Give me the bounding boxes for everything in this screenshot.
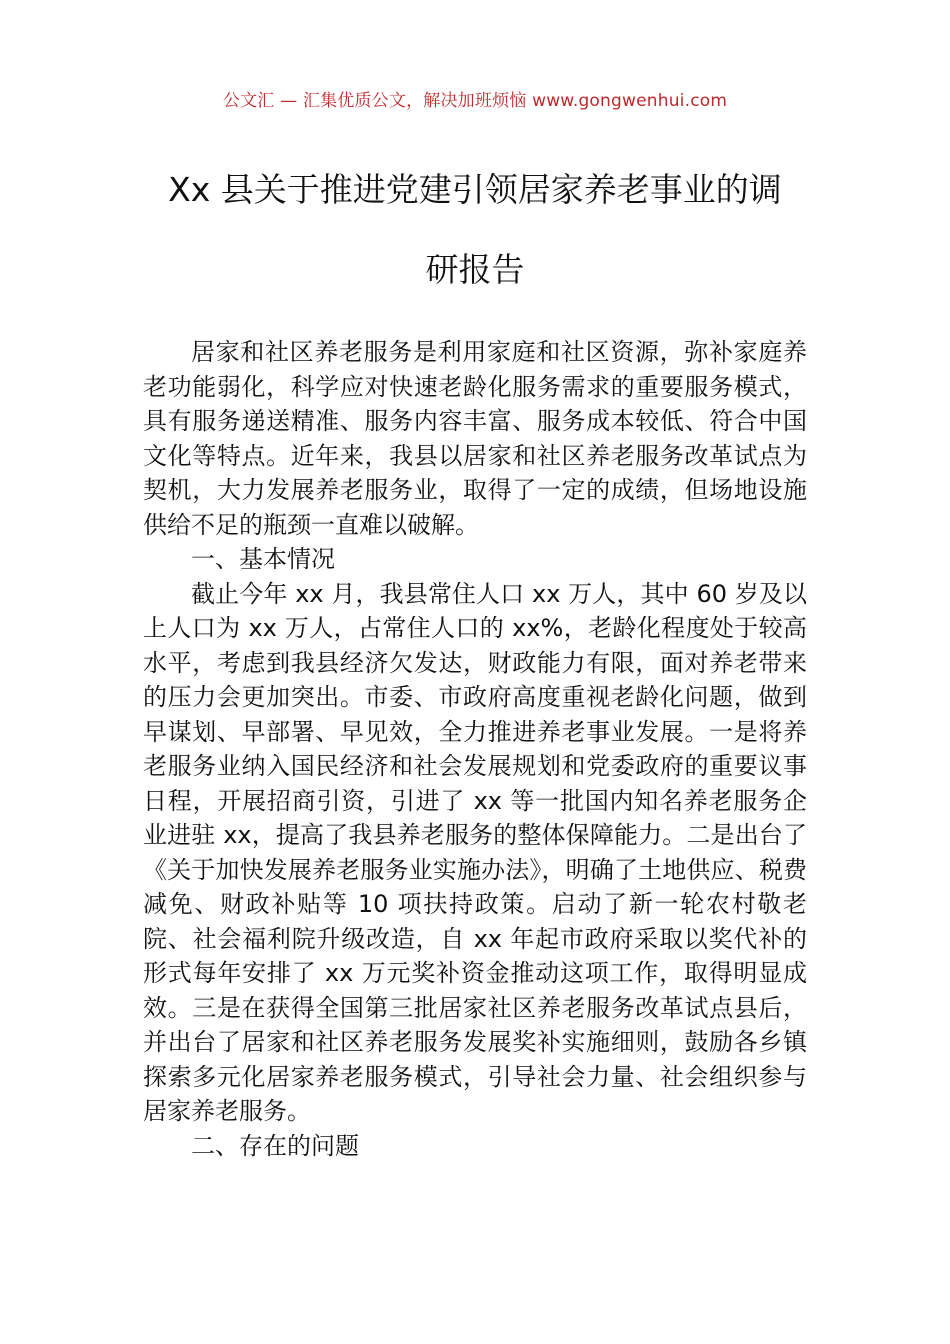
- title-line-2: 研报告: [425, 250, 525, 289]
- section-heading-problems: 二、存在的问题: [191, 1131, 359, 1160]
- document-title: [120, 150, 830, 310]
- document-body: [143, 335, 807, 1163]
- header-banner: 公文汇 — 汇集优质公文，解决加班烦恼 www.gongwenhui.com: [222, 91, 728, 111]
- title-line-1: Xx 县关于推进党建引领居家养老事业的调: [168, 170, 782, 209]
- paragraph-basic-situation: 截止今年 xx 月，我县常住人口 xx 万人，其中 60 岁及以上人口为 xx 万人，占常住人口的 xx%，老龄化程度处于较高水平，考虑到我县经济欠发达，财政能力有限，面对养老带来的压力会更加突出。市委、市政府高度重视老龄化问题，做到早谋划、早部署、早见效，全力推进养老事业发展。一是将养老服务业纳入国民经济和社会发展规划和党委政府的重要议事日程，开展招商引资，引进了 xx 等一批国内知名养老服务企业进驻 xx，提高了我县养老服务的整体保障能力。二是出台了《关于加快发展养老服务业实施办法》，明确了土地供应、税费减免、财政补贴等 10 项扶持政策。启动了新一轮农村敬老院、社会福利院升级改造，自 xx 年起市政府采取以奖代补的形式每年安排了 xx 万元奖补资金推动这项工作，取得明显成效。三是在获得全国第三批居家社区养老服务改革试点县后，并出台了居家和社区养老服务发展奖补实施细则，鼓励各乡镇探索多元化居家养老服务模式，引导社会力量、社会组织参与居家养老服务。: [143, 579, 807, 1125]
- section-heading-basic-situation: 一、基本情况: [191, 545, 335, 573]
- paragraph-intro: 居家和社区养老服务是利用家庭和社区资源，弥补家庭养老功能弱化，科学应对快速老龄化服务需求的重要服务模式，具有服务递送精准、服务内容丰富、服务成本较低、符合中国文化等特点。近年来，我县以居家和社区养老服务改革试点为契机，大力发展养老服务业，取得了一定的成绩，但场地设施供给不足的瓶颈一直难以破解。: [143, 338, 807, 539]
